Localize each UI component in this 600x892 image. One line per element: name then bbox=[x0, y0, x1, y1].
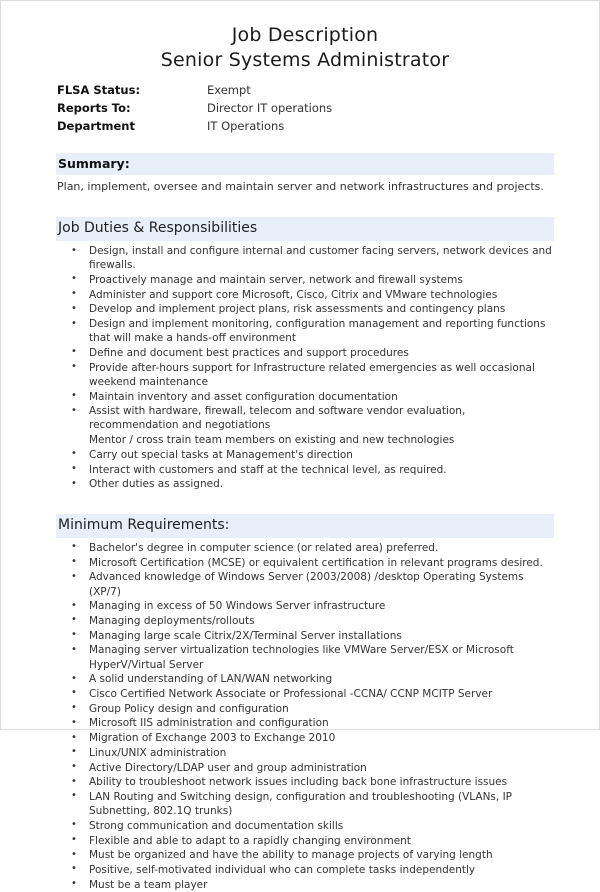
list-item: • Advanced knowledge of Windows Server (2003/2008) /desktop Operating Systems (XP/7) bbox=[57, 570, 553, 599]
meta-value-department: IT Operations bbox=[207, 119, 285, 133]
job-duties-list bbox=[57, 244, 553, 492]
list-item: • Microsoft IIS administration and configuration bbox=[57, 716, 553, 731]
meta-label-department: Department bbox=[57, 119, 135, 133]
list-item: • Positive, self-motivated individual who can complete tasks independently bbox=[57, 863, 553, 878]
document-title-block bbox=[57, 23, 553, 73]
list-item: • Managing server virtualization technologies like VMWare Server/ESX or Microsoft HyperV/Virtual Server bbox=[57, 643, 553, 672]
list-item: • Develop and implement project plans, risk assessments and contingency plans bbox=[57, 302, 553, 317]
list-item: • Linux/UNIX administration bbox=[57, 746, 553, 761]
job-meta-table bbox=[57, 81, 553, 135]
list-item: • Assist with hardware, firewall, telecom and software vendor evaluation, recommendation and negotiations bbox=[57, 404, 553, 433]
meta-label-reports-to: Reports To: bbox=[57, 101, 131, 115]
list-item: • Must be organized and have the ability to manage projects of varying length bbox=[57, 848, 553, 863]
meta-row-reports-to bbox=[57, 99, 553, 117]
list-item: • Maintain inventory and asset configuration documentation bbox=[57, 390, 553, 405]
list-item: Mentor / cross train team members on existing and new technologies bbox=[89, 434, 455, 447]
meta-label-flsa-status: FLSA Status: bbox=[57, 83, 141, 97]
list-item: • Provide after-hours support for Infrastructure related emergencies as well occasional weekend maintenance bbox=[57, 361, 553, 390]
job-duties-heading: Job Duties & Responsibilities bbox=[56, 217, 554, 241]
list-item: • Cisco Certified Network Associate or Professional -CCNA/ CCNP MCITP Server bbox=[57, 687, 553, 702]
page-title-line-2: Senior Systems Administrator bbox=[160, 49, 450, 71]
summary-text: Plan, implement, oversee and maintain server and network infrastructures and projects. bbox=[57, 180, 544, 193]
list-item: • Proactively manage and maintain server, network and firewall systems bbox=[57, 273, 553, 288]
list-item: • Define and document best practices and support procedures bbox=[57, 346, 553, 361]
page-title-line-1: Job Description bbox=[231, 24, 379, 46]
list-item: • Managing in excess of 50 Windows Server infrastructure bbox=[57, 599, 553, 614]
list-item: • Flexible and able to adapt to a rapidly changing environment bbox=[57, 834, 553, 849]
meta-value-flsa-status: Exempt bbox=[207, 83, 251, 97]
meta-row-flsa-status bbox=[57, 81, 553, 99]
list-item: • LAN Routing and Switching design, configuration and troubleshooting (VLANs, IP Subnetting, 802.1Q trunks) bbox=[57, 790, 553, 819]
section-summary bbox=[57, 153, 553, 195]
minimum-requirements-heading: Minimum Requirements: bbox=[56, 514, 554, 538]
list-item: • Active Directory/LDAP user and group administration bbox=[57, 761, 553, 776]
list-item: • Administer and support core Microsoft, Cisco, Citrix and VMware technologies bbox=[57, 288, 553, 303]
meta-row-department bbox=[57, 117, 553, 135]
list-item: • Design, install and configure internal and customer facing servers, network devices and firewalls. bbox=[57, 244, 553, 273]
minimum-requirements-list bbox=[57, 541, 553, 892]
list-item: • Bachelor's degree in computer science (or related area) preferred. bbox=[57, 541, 553, 556]
list-item: • Interact with customers and staff at the technical level, as required. bbox=[57, 463, 553, 478]
document-body bbox=[1, 1, 599, 892]
list-item: • Ability to troubleshoot network issues including back bone infrastructure issues bbox=[57, 775, 553, 790]
summary-heading: Summary: bbox=[56, 153, 554, 175]
section-job-duties bbox=[57, 217, 553, 492]
list-item: • Other duties as assigned. bbox=[57, 477, 553, 492]
list-item: • Microsoft Certification (MCSE) or equivalent certification in relevant programs desired. bbox=[57, 556, 553, 571]
list-item: • Strong communication and documentation skills bbox=[57, 819, 553, 834]
meta-value-reports-to: Director IT operations bbox=[207, 101, 333, 115]
list-item: • Group Policy design and configuration bbox=[57, 702, 553, 717]
list-item: • Carry out special tasks at Management's direction bbox=[57, 448, 553, 463]
list-item: • Migration of Exchange 2003 to Exchange 2010 bbox=[57, 731, 553, 746]
list-item: • Managing deployments/rollouts bbox=[57, 614, 553, 629]
section-minimum-requirements bbox=[57, 514, 553, 892]
list-item: • Managing large scale Citrix/2X/Terminal Server installations bbox=[57, 629, 553, 644]
list-item: • A solid understanding of LAN/WAN networking bbox=[57, 672, 553, 687]
list-item: • Must be a team player bbox=[57, 878, 553, 892]
list-item: • Design and implement monitoring, configuration management and reporting functions that will make a hands-off environment bbox=[57, 317, 553, 346]
